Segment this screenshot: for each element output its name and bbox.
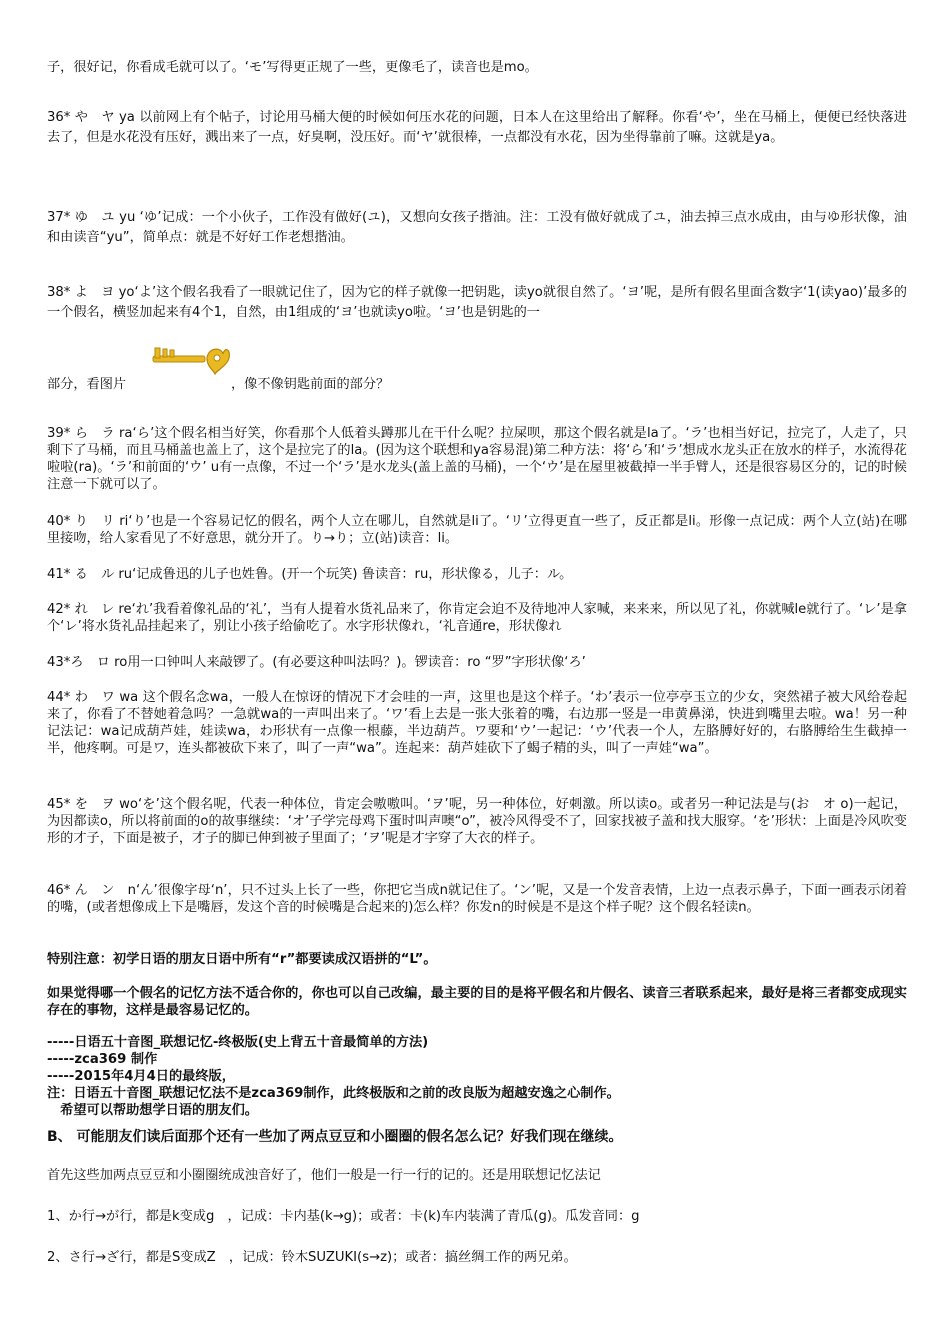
paragraph-yo-caption-end: ，像不像钥匙前面的部分？ xyxy=(231,377,390,392)
signature-title: -----日语五十音图_联想记忆-终极版(史上背五十音最简单的方法) xyxy=(47,1035,429,1050)
paragraph-ru: 41* る ル ru‘记成鲁迅的儿子也姓鲁。(开一个玩笑) 鲁读音：ru，形状像る，儿子：ル。 xyxy=(47,567,573,582)
section-b-intro: 首先这些加两点豆豆和小圈圈统成浊音好了，他们一般是一行一行的记的。还是用联想记忆法记 xyxy=(47,1168,601,1183)
note-custom-method: 如果觉得哪一个假名的记忆方法不适合你的，你也可以自己改编，最主要的目的是将平假名和片假名、读音三者联系起来，最好是将三者都变成现实存在的事物，这样是最容易记忆的。 xyxy=(47,986,907,1018)
paragraph-yo: 38* よ ヨ yo‘よ’这个假名我看了一眼就记住了，因为它的样子就像一把钥匙，读yo就很自然了。‘ヨ’呢，是所有假名里面含数字‘1(读yao)’最多的一个假名，横竖加起来有4个1，自然，由1组成的‘ヨ’也就读yo啦。‘ヨ’也是钥匙的一 xyxy=(47,285,907,320)
paragraph-n: 46* ん ン n‘ん’很像字母‘n’，只不过头上长了一些，你把它当成n就记住了。‘ン’呢，又是一个发音表情，上边一点表示鼻子，下面一画表示闭着的嘴，(或者想像成上下是嘴唇，发这个音的时候嘴是合起来的)怎么样？你发n的时候是不是这个样子呢？这个假名轻读n。 xyxy=(47,883,907,915)
paragraph-ra: 39* ら ラ ra‘ら’这个假名相当好笑，你看那个人低着头蹲那儿在干什么呢？拉屎呗，那这个假名就是la了。‘ラ’也相当好记，拉完了，人走了，只剩下了马桶，而且马桶盖也盖上了，这个是拉完了的la。(因为这个联想和ya容易混)第二种方法：将‘ら’和‘ラ’想成水龙头正在放水的样子，水流得花啦啦(ra)。‘ラ’和前面的‘ウ’ u有一点像，不过一个‘ラ’是水龙头(盖上盖的马桶)，一个‘ウ’是在屋里被截掉一半手臂人，还是很容易区分的，记的时候注意一下就可以了。 xyxy=(47,426,907,492)
signature-author: -----zca369 制作 xyxy=(47,1052,158,1067)
golden-key-icon xyxy=(145,330,231,390)
signature-date: -----2015年4月4日的最终版， xyxy=(47,1069,235,1084)
paragraph-ro: 43*ろ ロ ro用一口钟叫人来敲锣了。(有必要这种叫法吗？)。锣读音：ro “罗”字形状像‘ろ’ xyxy=(47,655,586,670)
section-b-item-sa: 2、さ行→ざ行，都是S变成Z ，记成：铃木SUZUKI(s→z)；或者：搞丝绸工作的两兄弟。 xyxy=(47,1250,577,1265)
note-r-pronunciation: 特别注意：初学日语的朋友日语中所有“r”都要读成汉语拼的“L”。 xyxy=(47,952,437,967)
paragraph-yo-caption-start: 部分，看图片 xyxy=(47,377,127,392)
section-b-item-ka: 1、か行→が行，都是k变成g ，记成：卡内基(k→g)；或者：卡(k)车内装满了青瓜(g)。瓜发音同：g xyxy=(47,1209,640,1224)
signature-block xyxy=(47,1034,907,1119)
paragraph-yu: 37* ゆ ユ yu ‘ゆ’记成：一个小伙子，工作没有做好(ユ)，又想向女孩子揩油。注：工没有做好就成了ユ，油去掉三点水成由，由与ゆ形状像，油和由读音“yu”，简单点：就是不好好工作老想揩油。 xyxy=(47,210,907,245)
signature-wish: 希望可以帮助想学日语的朋友们。 xyxy=(47,1103,258,1118)
section-b-heading: B、 可能朋友们读后面那个还有一些加了两点豆豆和小圈圈的假名怎么记？好我们现在继续。 xyxy=(47,1129,623,1145)
paragraph-wa: 44* わ ワ wa 这个假名念wa，一般人在惊讶的情况下才会哇的一声，这里也是这个样子。‘わ’表示一位亭亭玉立的少女，突然裙子被大风给卷起来了，你看了不替她着急吗？一急就wa的一声叫出来了。‘ワ’看上去是一张大张着的嘴，右边那一竖是一串黄鼻涕，快进到嘴里去啦。wa！另一种记法记：wa记成葫芦娃，娃读wa，わ形状有一点像一根藤，半边葫芦。ワ要和‘ウ’一起记：‘ウ’代表一个人，左胳膊好好的，右胳膊给生生截掉一半，他疼啊。可是ワ，连头都被砍下来了，叫了一声“wa”。连起来：葫芦娃砍下了蝎子精的头，叫了一声娃“wa”。 xyxy=(47,690,907,756)
paragraph-re: 42* れ レ re‘れ’我看着像礼品的‘礼’，当有人提着水货礼品来了，你肯定会迫不及待地冲人家喊，来来来，所以见了礼，你就喊le就行了。‘レ’是拿个‘レ’将水货礼品挂起来了，别让小孩子给偷吃了。水字形状像れ，‘礼音通re，形状像れ xyxy=(47,602,907,634)
paragraph-ri: 40* り リ ri‘り’也是一个容易记忆的假名，两个人立在哪儿，自然就是li了。‘リ’立得更直一些了，反正都是li。形像一点记成：两个人立(站)在哪里接吻，给人家看见了不好意思，就分开了。り→り；立(站)读音：li。 xyxy=(47,514,907,546)
signature-note: 注：日语五十音图_联想记忆法不是zca369制作，此终极版和之前的改良版为超越安逸之心制作。 xyxy=(47,1086,620,1101)
paragraph-wo: 45* を ヲ wo‘を’这个假名呢，代表一种体位，肯定会嗷嗷叫。‘ヲ’呢，另一种体位，好刺激。所以读o。或者另一种记法是与(お オ o)一起记，为因都读o，所以将前面的o的故事继续：‘オ’子学完母鸡下蛋时叫声噢“o”，被冷风得受不了，回家找被子盖和找大服穿。‘を’形状：上面是冷风吹变形的才子，下面是被子，才子的脚已伸到被子里面了；‘ヲ’呢是才字穿了大衣的样子。 xyxy=(47,797,907,846)
paragraph-ya: 36* や ヤ ya 以前网上有个帖子，讨论用马桶大便的时候如何压水花的问题，日本人在这里给出了解释。你看‘や’，坐在马桶上，便便已经快落进去了，但是水花没有压好，溅出来了一点，好臭啊，没压好。而‘ヤ’就很棒，一点都没有水花，因为坐得靠前了嘛。这就是ya。 xyxy=(47,110,907,145)
paragraph-mo-ending: 子，很好记，你看成毛就可以了。‘モ’写得更正规了一些，更像毛了，读音也是mo。 xyxy=(47,60,538,75)
